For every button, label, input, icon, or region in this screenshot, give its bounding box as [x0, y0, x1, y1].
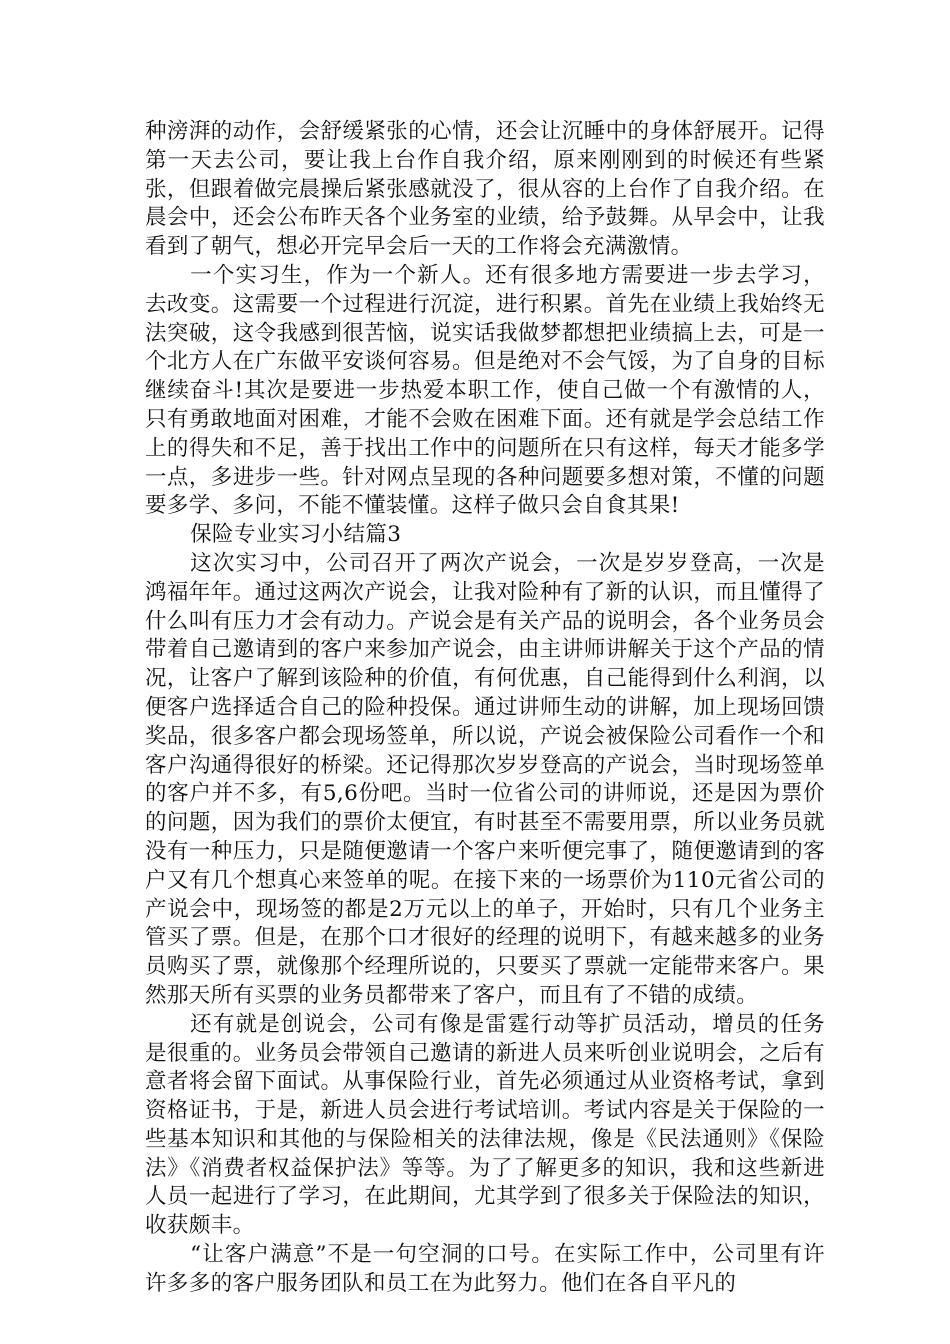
- document-body: [145, 118, 825, 1299]
- section-heading: 保险专业实习小结篇3: [190, 522, 402, 548]
- paragraph-morning-meeting: 种滂湃的动作，会舒缓紧张的心情，还会让沉睡中的身体舒展开。记得第一天去公司，要让我上台作自我介绍，原来刚刚到的时候还有些紧张，但跟着做完晨操后紧张感就没了，很从容的上台作了自我介绍。在晨会中，还会公布昨天各个业务室的业绩，给予鼓舞。从早会中，让我看到了朝气，想必开完早会后一天的工作将会充满激情。: [145, 119, 825, 260]
- paragraph-customer-satisfaction: “让客户满意”不是一句空洞的口号。在实际工作中，公司里有许许多多的客户服务团队和员工在为此努力。他们在各自平凡的: [145, 1242, 825, 1296]
- paragraph-recruitment-meeting: 还有就是创说会，公司有像是雷霆行动等扩员活动，增员的任务是很重的。业务员会带领自己邀请的新进人员来听创业说明会，之后有意者将会留下面试。从事保险行业，首先必须通过从业资格考试，拿到资格证书，于是，新进人员会进行考试培训。考试内容是关于保险的一些基本知识和其他的与保险相关的法律法规，像是《民法通则》《保险法》《消费者权益保护法》等等。为了了解更多的知识，我和这些新进人员一起进行了学习，在此期间，尤其学到了很多关于保险法的知识，收获颇丰。: [145, 1011, 825, 1239]
- paragraph-new-intern: 一个实习生，作为一个新人。还有很多地方需要进一步去学习，去改变。这需要一个过程进行沉淀，进行积累。首先在业绩上我始终无法突破，这令我感到很苦恼，说实话我做梦都想把业绩搞上去，可是一个北方人在广东做平安谈何容易。但是绝对不会气馁，为了自身的目标继续奋斗!其次是要进一步热爱本职工作，使自己做一个有激情的人，只有勇敢地面对困难，才能不会败在困难下面。还有就是学会总结工作上的得失和不足，善于找出工作中的问题所在只有这样，每天才能多学一点，多进步一些。针对网点呈现的各种问题要多想对策，不懂的问题要多学、多问，不能不懂装懂。这样子做只会自食其果!: [145, 262, 825, 519]
- paragraph-product-meeting: 这次实习中，公司召开了两次产说会，一次是岁岁登高，一次是鸿福年年。通过这两次产说会，让我对险种有了新的认识，而且懂得了什么叫有压力才会有动力。产说会是有关产品的说明会，各个业务员会带着自己邀请到的客户来参加产说会，由主讲师讲解关于这个产品的情况，让客户了解到该险种的价值，有何优惠，自己能得到什么利润，以便客户选择适合自己的险种投保。通过讲师生动的讲解，加上现场回馈奖品，很多客户都会现场签单，所以说，产说会被保险公司看作一个和客户沟通得很好的桥梁。还记得那次岁岁登高的产说会，当时现场签单的客户并不多，有5,6份吧。当时一位省公司的讲师说，还是因为票价的问题，因为我们的票价太便宜，有时甚至不需要用票，所以业务员就没有一种压力，只是随便邀请一个客户来听便完事了，随便邀请到的客户又有几个想真心来签单的呢。在接下来的一场票价为110元省公司的产说会中，现场签的都是2万元以上的单子，开始时，只有几个业务主管买了票。但是，在那个口才很好的经理的说明下，有越来越多的业务员购买了票，就像那个经理所说的，只要买了票就一定能带来客户。果然那天所有买票的业务员都带来了客户，而且有了不错的成绩。: [145, 550, 825, 1008]
